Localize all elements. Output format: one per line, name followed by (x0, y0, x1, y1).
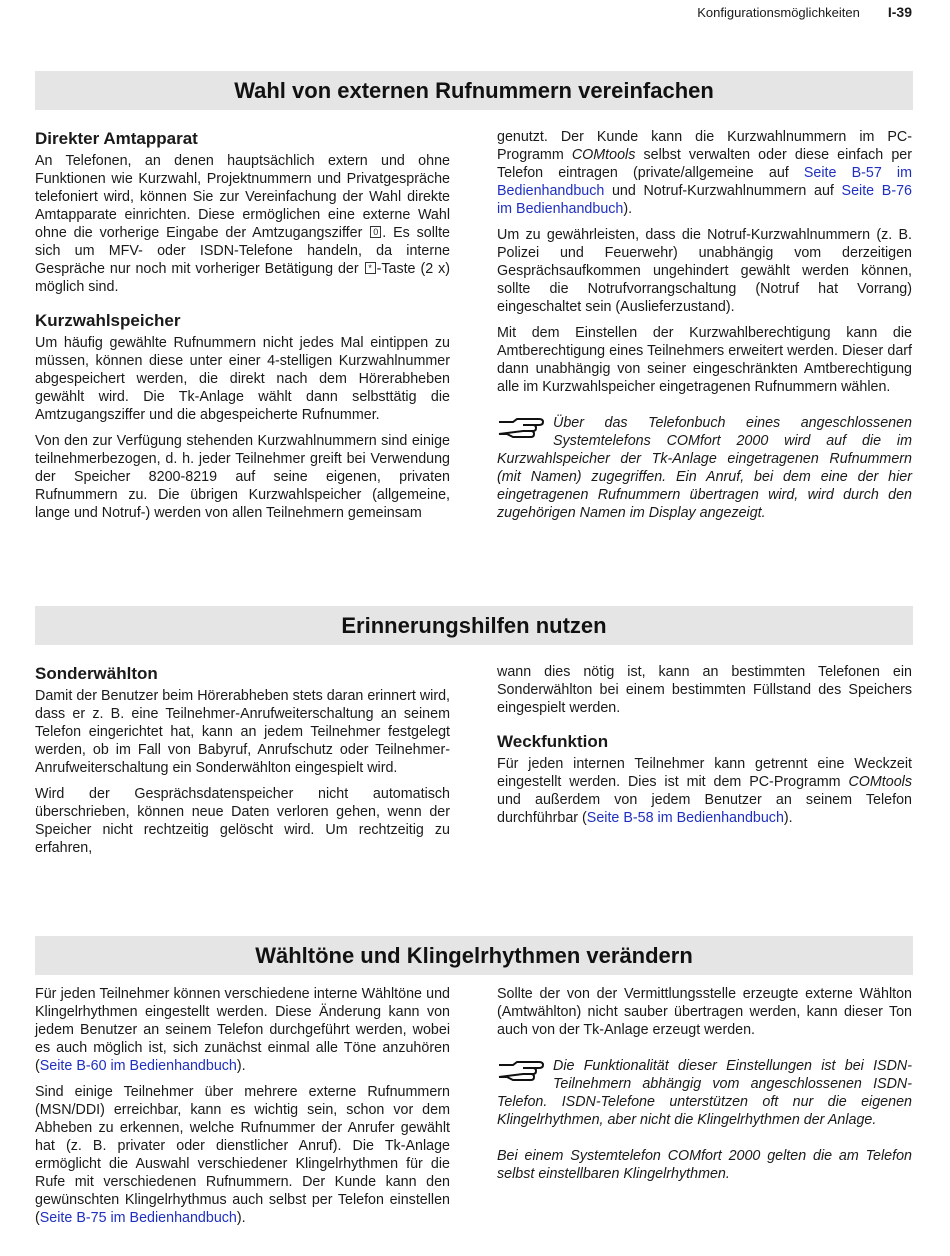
key-zero-icon: 0 (370, 226, 381, 238)
subheading-sonderwaehlton: Sonderwählton (35, 664, 158, 683)
note-comfort: Bei einem Systemtelefon COMfort 2000 gelten die am Telefon selbst einstellbaren Klingelrhythmen. (497, 1148, 912, 1182)
paragraph-direkter-amtapparat: An Telefonen, an denen hauptsächlich extern und ohne Funktionen wie Kurzwahl, Projektnummern und Privatgespräche telefoniert wird, können Sie zur Vereinfachung der Wahl direkte Amtapparate einrichten. Diese ermöglichen eine externe Wahl ohne die vorherige Eingabe der Amtzugangsziffer 0 . Es sollte sich um MFV- oder ISDN-Telefone handeln, da interne Gespräche nur noch mit vorheriger Betätigung der * -Taste (2 x) möglich sind. (35, 153, 450, 295)
section-2-left-column (35, 663, 450, 865)
paragraph-waehltoene-1: Für jeden Teilnehmer können verschiedene interne Wähltöne und Klingelrhythmen eingestellt werden. Diese Änderung kann von jedem Benutzer an seinem Telefon durchgeführt werden, wobei es auch möglich ist, sich zunächst einmal alle Töne anzuhören (Seite B-60 im Bedienhandbuch). (35, 986, 450, 1074)
app-name: COMtools (848, 774, 912, 790)
link-seite-b60[interactable]: Seite B-60 im Bedienhandbuch (39, 1058, 237, 1074)
pointing-hand-icon (497, 1059, 547, 1081)
section-3-left-column (35, 985, 450, 1235)
paragraph-amtwaehlton: Sollte der von der Vermittlungsstelle erzeugte externe Wählton (Amtwählton) nicht sauber übertragen werden, kann dieser Ton auch von der Tk-Anlage erzeugt werden. (497, 986, 912, 1038)
paragraph-sonderwaehlton-continued: wann dies nötig ist, kann an bestimmten Telefonen ein Sonderwählton bei einem bestimmten Füllstand des Speichers eingespielt werden. (497, 664, 912, 716)
paragraph-notruf: Um zu gewährleisten, dass die Notruf-Kurzwahlnummern (z. B. Polizei und Feuerwehr) unabhängig vom derzeitigen Gesprächsaufkommen ungehindert gewählt werden können, sollte die Notrufvorrangschaltung (Notruf hat Vorrang) eingeschaltet sein (Auslieferzustand). (497, 227, 912, 315)
key-star-icon: * (365, 262, 376, 274)
link-seite-b76[interactable]: Seite B-76 im Bedienhandbuch (497, 183, 912, 217)
paragraph-sonderwaehlton-1: Damit der Benutzer beim Hörerabheben stets daran erinnert wird, dass er z. B. eine Teilnehmer-Anrufweiterschaltung an seinem Telefon eingerichtet hat, kann an jedem Teilnehmer festgelegt werden, ob im Fall von Babyruf, Anrufschutz oder Teilnehmer-Anrufweiterschaltung ein Sonderwählton eingespielt wird. (35, 688, 450, 776)
running-section-title: Konfigurationsmöglichkeiten (697, 5, 860, 20)
subheading-weckfunktion: Weckfunktion (497, 732, 609, 751)
page-header (697, 4, 912, 20)
note-isdn: Die Funktionalität dieser Einstellungen ist bei ISDN-Teilnehmern abhängig vom angeschlossenen ISDN-Telefon. ISDN-Telefone unterstützen oft nur die eigenen Klingelrhythmen, aber nicht die Klingelrhythmen der Anlage. (497, 1058, 912, 1128)
pointing-hand-icon (497, 416, 547, 438)
subheading-kurzwahlspeicher: Kurzwahlspeicher (35, 311, 181, 330)
note-telefonbuch: Über das Telefonbuch eines angeschlossenen Systemtelefons COMfort 2000 wird auf die im Kurzwahlspeicher der Tk-Anlage eingetragenen Rufnummern (mit Namen) zugegriffen. Ein Anruf, bei dem eine der hier eingetragenen Rufnummern übertragen wird, wird durch den zugehörigen Namen im Display angezeigt. (497, 415, 912, 521)
section-title-1: Wahl von externen Rufnummern vereinfachen (35, 71, 913, 110)
paragraph-kurzwahlberechtigung: Mit dem Einstellen der Kurzwahlberechtigung kann die Amtberechtigung eines Teilnehmers erweitert werden. Dieser darf dann unabhängig von seiner eingeschränkten Amtberechtigung alle im Kurzwahlspeicher eingetragenen Rufnummern wählen. (497, 325, 912, 395)
section-1-left-column (35, 128, 450, 530)
section-title-3: Wähltöne und Klingelrhythmen verändern (35, 936, 913, 975)
paragraph-kurzwahl-1: Um häufig gewählte Rufnummern nicht jedes Mal eintippen zu müssen, können diese unter einer 4-stelligen Kurzwahlnummer abgespeichert werden, die direkt nach dem Hörerabheben gewählt wird. Die Tk-Anlage wählt dann selbsttätig die Amtzugangsziffer und die abgespeicherte Rufnummer. (35, 335, 450, 423)
paragraph-kurzwahl-2: Von den zur Verfügung stehenden Kurzwahlnummern sind einige teilnehmerbezogen, d. h. jeder Teilnehmer greift bei Verwendung der Speicher 8200-8219 auf seine eigenen, privaten Rufnummern zu. Die übrigen Kurzwahlspeicher (allgemeine, lange und Notruf-) werden von allen Teilnehmern gemeinsam (35, 433, 450, 521)
paragraph-kurzwahl-continued: genutzt. Der Kunde kann die Kurzwahlnummern im PC-Programm COMtools selbst verwalten oder diese einfach per Telefon eintragen (private/allgemeine auf Seite B-57 im Bedienhandbuch und Notruf-Kurzwahlnummern auf Seite B-76 im Bedienhandbuch). (497, 129, 912, 217)
section-1-right-column (497, 128, 912, 522)
paragraph-weckfunktion: Für jeden internen Teilnehmer kann getrennt eine Weckzeit eingestellt werden. Dies ist mit dem PC-Programm COMtools und außerdem von jedem Benutzer an seinem Telefon durchführbar (Seite B-58 im Bedienhandbuch). (497, 756, 912, 826)
link-seite-b58[interactable]: Seite B-58 im Bedienhandbuch (586, 810, 784, 826)
link-seite-b75[interactable]: Seite B-75 im Bedienhandbuch (39, 1210, 237, 1226)
section-3-right-column (497, 985, 912, 1191)
subheading-direkter-amtapparat: Direkter Amtapparat (35, 129, 198, 148)
paragraph-sonderwaehlton-2: Wird der Gesprächsdatenspeicher nicht automatisch überschrieben, können neue Daten verloren gehen, wenn der Speicher nicht rechtzeitig gelöscht wird. Um rechtzeitig zu erfahren, (35, 786, 450, 856)
section-title-2: Erinnerungshilfen nutzen (35, 606, 913, 645)
link-seite-b57[interactable]: Seite B-57 im Bedienhandbuch (497, 165, 912, 199)
app-name: COMtools (571, 147, 636, 163)
paragraph-waehltoene-2: Sind einige Teilnehmer über mehrere externe Rufnummern (MSN/DDI) erreichbar, kann es wichtig sein, schon vor dem Abheben zu erkennen, welche Rufnummer der Anrufer gewählt hat (z. B. privater oder dienstlicher Anruf). Die Tk-Anlage ermöglicht die Auswahl verschiedener Klingelrhythmen für die Rufe mit verschiedenen Rufnummern. Der Kunde kann den gewünschten Klingelrhythmus auch selbst per Telefon einstellen (Seite B-75 im Bedienhandbuch). (35, 1084, 450, 1226)
section-2-right-column (497, 663, 912, 835)
page-number: I-39 (887, 4, 912, 20)
